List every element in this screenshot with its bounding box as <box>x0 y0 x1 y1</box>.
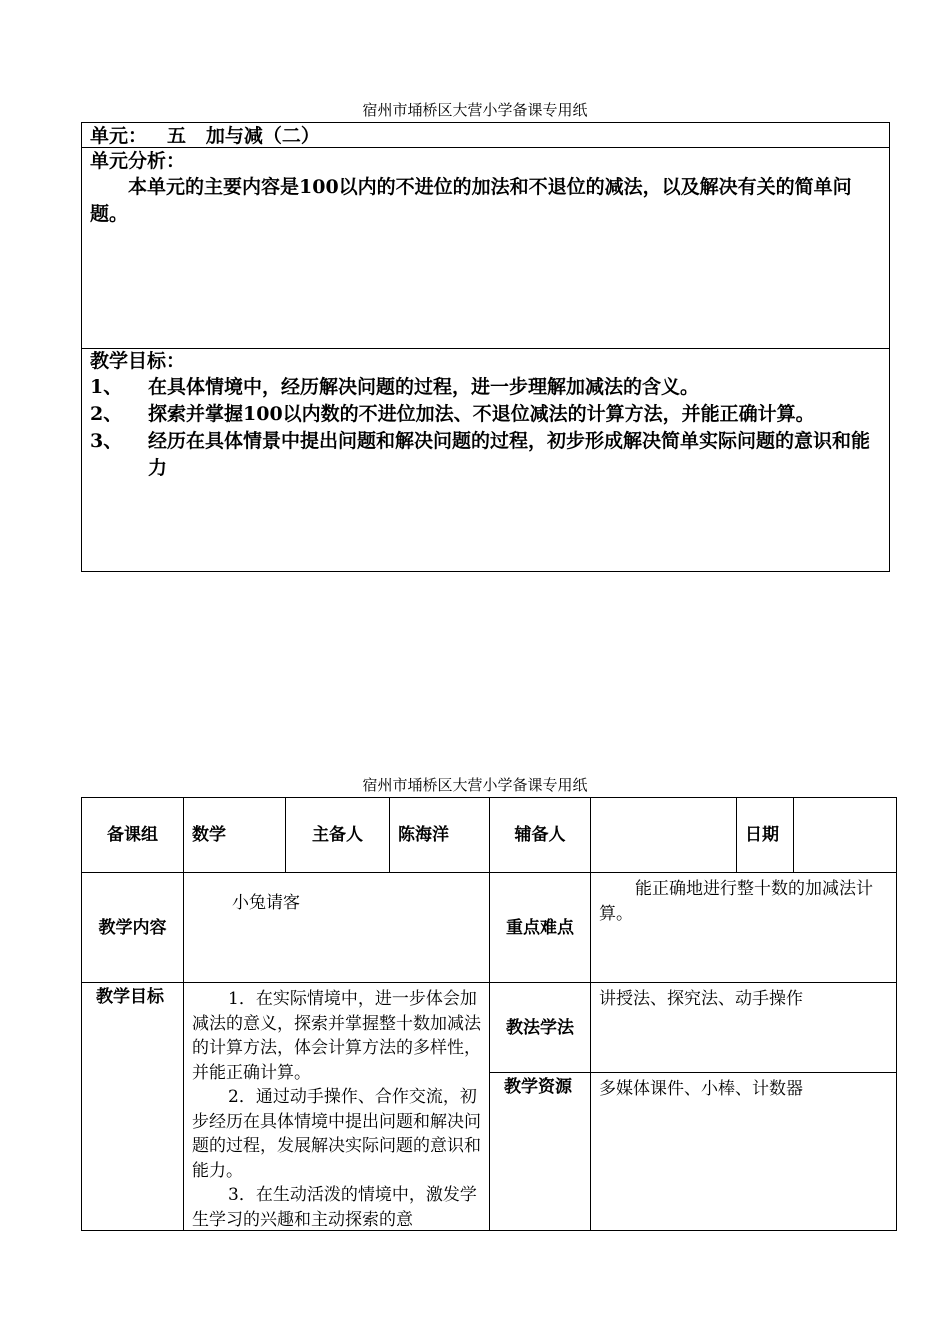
assistant-preparer-label: 辅备人 <box>489 797 591 873</box>
goal-paragraph: 3．在生动活泼的情境中，激发学生学习的兴趣和主动探索的意 <box>192 1185 477 1230</box>
goal-item <box>90 374 881 401</box>
key-points-value: 能正确地进行整十数的加减法计算。 <box>590 872 897 983</box>
goal-number: 2、 <box>90 403 123 425</box>
unit-label: 单元： <box>90 125 148 147</box>
method-value: 讲授法、探究法、动手操作 <box>590 982 897 1073</box>
content-value: 小兔请客 <box>183 872 490 983</box>
analysis-label: 单元分析： <box>90 150 186 172</box>
date-value <box>793 797 897 873</box>
main-preparer-value: 陈海洋 <box>389 797 490 873</box>
resource-label: 教学资源 <box>489 1072 591 1231</box>
assistant-preparer-value <box>590 797 737 873</box>
goal-paragraph: 2．通过动手操作、合作交流，初步经历在具体情境中提出问题和解决问题的过程，发展解决实际问题的意识和能力。 <box>192 1087 481 1181</box>
goal-item <box>90 401 881 428</box>
group-value: 数学 <box>183 797 286 873</box>
teaching-goals-section <box>82 349 889 571</box>
lesson-plan-table <box>81 797 897 1231</box>
page-header: 宿州市埇桥区大营小学备课专用纸 <box>362 776 588 794</box>
main-preparer-label: 主备人 <box>285 797 390 873</box>
goal-text: 经历在具体情景中提出问题和解决问题的过程，初步形成解决简单实际问题的意识和能力 <box>148 430 871 479</box>
goal-text: 探索并掌握100以内数的不进位加法、不退位减法的计算方法，并能正确计算。 <box>148 403 815 425</box>
resource-value: 多媒体课件、小棒、计数器 <box>590 1072 897 1231</box>
key-points-label: 重点难点 <box>489 872 591 983</box>
goal-label: 教学目标 <box>81 982 184 1231</box>
unit-plan-table <box>81 122 890 572</box>
goal-content <box>183 982 490 1231</box>
goals-label: 教学目标： <box>90 350 186 372</box>
unit-row <box>82 123 889 148</box>
unit-value: 五 加与减（二） <box>167 125 320 147</box>
goal-item <box>90 428 881 482</box>
analysis-text: 本单元的主要内容是100以内的不进位的加法和不退位的减法，以及解决有关的简单问题。 <box>90 176 852 225</box>
goal-number: 3、 <box>90 430 123 452</box>
goal-text: 在具体情境中，经历解决问题的过程，进一步理解加减法的含义。 <box>148 376 700 398</box>
page-header: 宿州市埇桥区大营小学备课专用纸 <box>362 101 588 119</box>
method-label: 教法学法 <box>489 982 591 1073</box>
date-label: 日期 <box>736 797 794 873</box>
unit-analysis-section <box>82 148 889 349</box>
content-label: 教学内容 <box>81 872 184 983</box>
goal-number: 1、 <box>90 376 123 398</box>
goal-paragraph: 1．在实际情境中，进一步体会加减法的意义，探索并掌握整十数加减法的计算方法，体会计算方法的多样性，并能正确计算。 <box>192 989 481 1083</box>
group-label: 备课组 <box>81 797 184 873</box>
